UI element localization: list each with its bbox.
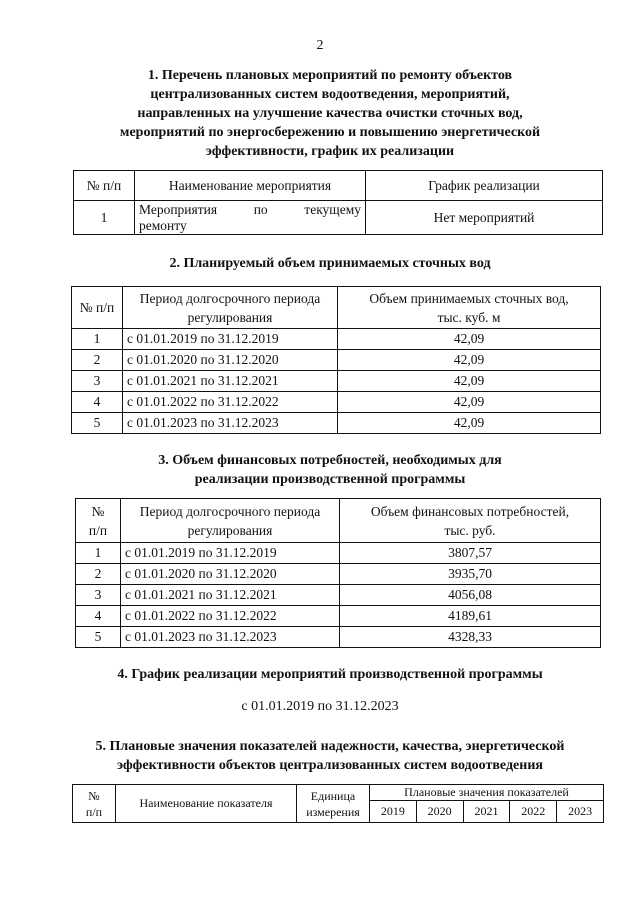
section1-title-line: 1. Перечень плановых мероприятий по ремонту объектов (147, 68, 513, 83)
period-cell: с 01.01.2021 по 31.12.2021 (123, 371, 338, 392)
period-cell: с 01.01.2021 по 31.12.2021 (121, 585, 340, 606)
value-cell: 42,09 (338, 350, 601, 371)
header-line: Период долгосрочного периода (139, 290, 321, 306)
section4-period: с 01.01.2019 по 31.12.2023 (241, 699, 399, 714)
header-cell (73, 785, 116, 823)
row-number: 3 (76, 585, 121, 606)
header-cell (76, 499, 121, 543)
table-row (76, 627, 601, 648)
table-row (72, 371, 601, 392)
period-cell: с 01.01.2020 по 31.12.2020 (123, 350, 338, 371)
table-row (72, 329, 601, 350)
row-number: 1 (72, 329, 123, 350)
header-cell (340, 499, 601, 543)
period-cell: с 01.01.2022 по 31.12.2022 (123, 392, 338, 413)
section2-title: 2. Планируемый объем принимаемых сточных вод (169, 256, 491, 271)
header-cell (338, 287, 601, 329)
section1-title-line: мероприятий по энергосбережению и повышению энергетической (119, 125, 541, 140)
page-number: 2 (316, 38, 324, 53)
row-number: 2 (76, 564, 121, 585)
table-row (76, 585, 601, 606)
row-number: 5 (72, 413, 123, 434)
section1-title-line: направленных на улучшение качества очистки сточных вод, (137, 106, 523, 121)
period-cell: с 01.01.2019 по 31.12.2019 (121, 543, 340, 564)
header-line: № (88, 788, 100, 803)
table-header-row (76, 499, 601, 543)
row-number: 1 (74, 201, 135, 235)
row-number: 5 (76, 627, 121, 648)
year-cell: 2023 (557, 801, 604, 823)
header-line: измерения (306, 804, 360, 819)
value-cell: 4328,33 (340, 627, 601, 648)
period-cell: с 01.01.2023 по 31.12.2023 (123, 413, 338, 434)
value-cell: 42,09 (338, 329, 601, 350)
section3-title-line: реализации производственной программы (194, 472, 466, 487)
event-name-cell (135, 201, 366, 235)
row-number: 4 (72, 392, 123, 413)
value-cell: 3807,57 (340, 543, 601, 564)
section4-title: 4. График реализации мероприятий производственной программы (117, 667, 543, 682)
table-header-row (73, 785, 604, 801)
table-row (76, 543, 601, 564)
header-cell: Плановые значения показателей (370, 785, 604, 801)
header-line: тыс. руб. (444, 522, 496, 538)
table-row (76, 606, 601, 627)
row-number: 3 (72, 371, 123, 392)
row-number: 4 (76, 606, 121, 627)
table-header-row (72, 287, 601, 329)
header-cell (121, 499, 340, 543)
value-cell: 4056,08 (340, 585, 601, 606)
header-cell: № п/п (74, 171, 135, 201)
period-cell: с 01.01.2020 по 31.12.2020 (121, 564, 340, 585)
section3-title (60, 451, 600, 489)
period-cell: с 01.01.2022 по 31.12.2022 (121, 606, 340, 627)
table-row (76, 564, 601, 585)
header-line: п/п (85, 804, 103, 819)
value-cell: 42,09 (338, 413, 601, 434)
header-line: тыс. куб. м (437, 309, 501, 325)
schedule-cell: Нет мероприятий (366, 201, 603, 235)
value-cell: 42,09 (338, 371, 601, 392)
value-cell: 3935,70 (340, 564, 601, 585)
section3-title-line: 3. Объем финансовых потребностей, необходимых для (158, 453, 502, 468)
year-cell: 2021 (463, 801, 510, 823)
section1-title-line: эффективности, график их реализации (205, 144, 455, 159)
header-line: Единица (310, 788, 356, 803)
row-number: 1 (76, 543, 121, 564)
header-cell (297, 785, 370, 823)
header-line: регулирования (187, 522, 273, 538)
event-name-line: ремонту (139, 217, 187, 233)
section1-table (73, 170, 603, 235)
table-row (74, 201, 603, 235)
header-cell: График реализации (366, 171, 603, 201)
event-name-line: Мероприятия по текущему (139, 201, 361, 217)
year-cell: 2022 (510, 801, 557, 823)
header-cell: Наименование мероприятия (135, 171, 366, 201)
year-cell: 2019 (370, 801, 417, 823)
section1-title-line: централизованных систем водоотведения, мероприятий, (150, 87, 510, 102)
section1-title (60, 66, 600, 161)
header-line: Объем финансовых потребностей, (370, 503, 570, 519)
section3-table (75, 498, 601, 648)
section5-table (72, 784, 604, 823)
header-cell (123, 287, 338, 329)
year-cell: 2020 (416, 801, 463, 823)
table-row (72, 392, 601, 413)
section5-title-line: 5. Плановые значения показателей надежности, качества, энергетической (95, 739, 565, 754)
value-cell: 42,09 (338, 392, 601, 413)
period-cell: с 01.01.2023 по 31.12.2023 (121, 627, 340, 648)
section5-title-line: эффективности объектов централизованных систем водоотведения (117, 758, 543, 773)
header-cell: Наименование показателя (116, 785, 297, 823)
table-row (72, 413, 601, 434)
header-line: Объем принимаемых сточных вод, (369, 290, 569, 306)
row-number: 2 (72, 350, 123, 371)
header-cell: № п/п (72, 287, 123, 329)
header-line: № (91, 503, 105, 519)
header-line: регулирования (187, 309, 273, 325)
section2-table (71, 286, 601, 434)
header-line: Период долгосрочного периода (139, 503, 321, 519)
value-cell: 4189,61 (340, 606, 601, 627)
table-header-row (74, 171, 603, 201)
header-line: п/п (88, 522, 108, 538)
period-cell: с 01.01.2019 по 31.12.2019 (123, 329, 338, 350)
table-row (72, 350, 601, 371)
section5-title (40, 737, 620, 775)
